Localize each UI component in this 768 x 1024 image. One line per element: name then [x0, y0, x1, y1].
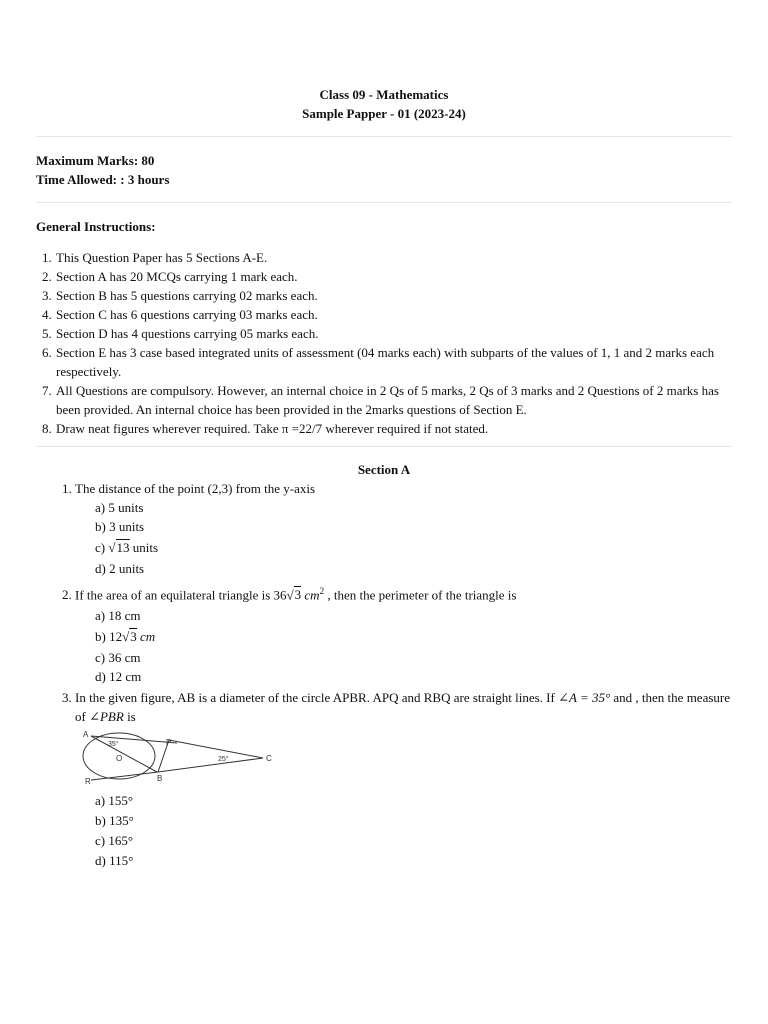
paper-title: Class 09 - Mathematics	[319, 87, 449, 102]
label-b: B	[157, 774, 163, 784]
question-3	[75, 688, 732, 870]
angle-a: ∠A = 35°	[558, 690, 611, 706]
angle-35-label: 35°	[108, 741, 119, 749]
option-a: a) 18 cm	[95, 608, 141, 624]
question-text-mid: and , then the measure of	[75, 690, 730, 725]
divider	[36, 446, 732, 447]
question-list	[36, 479, 732, 870]
option-a: a) 155°	[95, 793, 134, 809]
instructions-list	[36, 248, 732, 438]
unit: cm	[136, 629, 156, 645]
meta-block	[36, 151, 732, 189]
options	[75, 498, 732, 578]
divider	[36, 202, 732, 203]
angle-25-label: 25°	[218, 756, 229, 764]
time-allowed: Time Allowed: : 3 hours	[36, 172, 170, 187]
instructions-heading: General Instructions:	[36, 219, 156, 234]
option-b-prefix: b) 12	[95, 629, 123, 645]
line-pq	[169, 740, 263, 758]
question-text-prefix: In the given figure, AB is a diameter of the circle APBR. APQ and RBQ are straight lines. If	[75, 690, 559, 706]
question-text: The distance of the point (2,3) from the y-axis	[75, 481, 316, 496]
option-d: d) 12 cm	[95, 669, 142, 685]
paper-subtitle: Sample Papper - 01 (2023-24)	[302, 106, 466, 121]
instruction-item: 4. Section C has 6 questions carrying 03 marks each.	[55, 305, 732, 324]
sqrt-expression: √3	[286, 587, 302, 603]
angle-pbr: ∠PBR	[89, 709, 124, 725]
radicand: 3	[294, 587, 302, 603]
instruction-item: 6. Section E has 3 case based integrated units of assessment (04 marks each) with subparts of the values of 1, 1 and 2 marks each respectively.	[55, 343, 732, 381]
instruction-item: 5. Section D has 4 questions carrying 05 marks each.	[55, 324, 732, 343]
instruction-item: 1. This Question Paper has 5 Sections A-E.	[55, 248, 732, 267]
option-c: c) 36 cm	[95, 650, 141, 666]
label-o: O	[116, 754, 123, 764]
superscript: 2	[319, 586, 325, 596]
radicand: 3	[130, 629, 137, 645]
options	[75, 606, 732, 686]
sqrt-expression: √13	[108, 540, 130, 555]
label-p: P	[166, 738, 172, 748]
unit: cm	[301, 587, 320, 603]
geometry-diagram	[81, 728, 281, 784]
option-c-prefix: c)	[95, 540, 109, 555]
question-text-suffix: is	[123, 709, 136, 725]
section-a-heading: Section A	[357, 462, 411, 477]
label-r: R	[85, 777, 91, 785]
label-a: A	[83, 730, 89, 740]
maximum-marks: Maximum Marks: 80	[36, 153, 155, 168]
options	[75, 791, 732, 870]
circle-figure	[81, 728, 732, 789]
line-ap	[91, 736, 177, 743]
option-b: b) 3 units	[95, 519, 145, 534]
line-bq	[158, 758, 263, 772]
radicand: 13	[116, 540, 130, 555]
question-text-suffix: , then the perimeter of the triangle is	[324, 587, 517, 603]
divider	[36, 136, 732, 137]
option-c-suffix: units	[129, 540, 159, 555]
option-d: d) 115°	[95, 853, 134, 869]
question-2	[75, 582, 732, 686]
question-1	[75, 479, 732, 578]
sqrt-expression: √3	[122, 629, 137, 645]
option-b	[95, 627, 732, 646]
option-a: a) 5 units	[95, 500, 144, 515]
instruction-item: 7. All Questions are compulsory. However, an internal choice in 2 Qs of 5 marks, 2 Qs of 3 marks and 2 Questions of 2 marks has been provided. An internal choice has been provided in the 2marks questions of Section E.	[55, 381, 732, 419]
option-c: c) 165°	[95, 833, 134, 849]
option-d: d) 2 units	[95, 561, 145, 576]
option-c	[95, 538, 732, 557]
instruction-item: 8. Draw neat figures wherever required. Take π =22/7 wherever required if not stated.	[55, 419, 732, 438]
question-text-prefix: If the area of an equilateral triangle is 36	[75, 587, 287, 603]
instruction-item: 3. Section B has 5 questions carrying 02 marks each.	[55, 286, 732, 305]
option-b: b) 135°	[95, 813, 134, 829]
instruction-item: 2. Section A has 20 MCQs carrying 1 mark each.	[55, 267, 732, 286]
label-c: C	[266, 754, 272, 764]
